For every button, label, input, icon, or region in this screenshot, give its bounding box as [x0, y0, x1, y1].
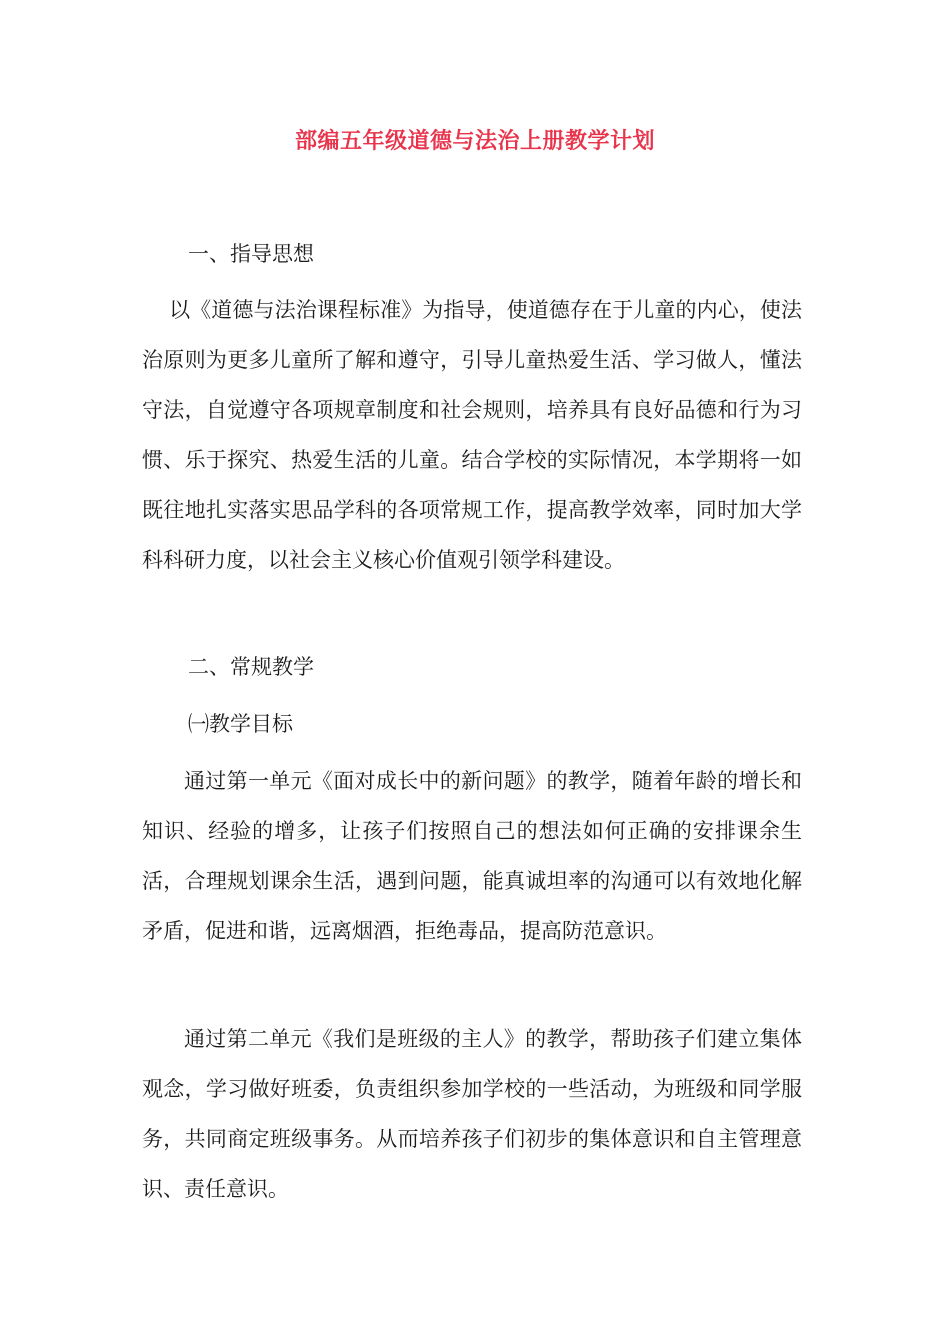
- subsection-heading-teaching-goals: ㈠教学目标: [188, 712, 293, 736]
- section-heading-routine-teaching: 二、常规教学: [188, 655, 314, 679]
- document-title: 部编五年级道德与法治上册教学计划: [294, 129, 655, 154]
- paragraph-unit-one: 通过第一单元《面对成长中的新问题》的教学，随着年龄的增长和知识、经验的增多，让孩子们按照自己的想法如何正确的安排课余生活，合理规划课余生活，遇到问题，能真诚坦率的沟通可以有效地化解矛盾，促进和谐，远离烟酒，拒绝毒品，提高防范意识。: [142, 769, 802, 943]
- paragraph-guiding-thought: 以《道德与法治课程标准》为指导，使道德存在于儿童的内心，使法治原则为更多儿童所了解和遵守，引导儿童热爱生活、学习做人，懂法守法，自觉遵守各项规章制度和社会规则，培养具有良好品德和行为习惯、乐于探究、热爱生活的儿童。结合学校的实际情况，本学期将一如既往地扎实落实思品学科的各项常规工作，提高教学效率，同时加大学科科研力度，以社会主义核心价值观引领学科建设。: [142, 298, 803, 572]
- section-heading-guiding-thought: 一、指导思想: [188, 242, 314, 266]
- paragraph-unit-two: 通过第二单元《我们是班级的主人》的教学，帮助孩子们建立集体观念，学习做好班委，负责组织参加学校的一些活动，为班级和同学服务，共同商定班级事务。从而培养孩子们初步的集体意识和自主管理意识、责任意识。: [142, 1027, 802, 1201]
